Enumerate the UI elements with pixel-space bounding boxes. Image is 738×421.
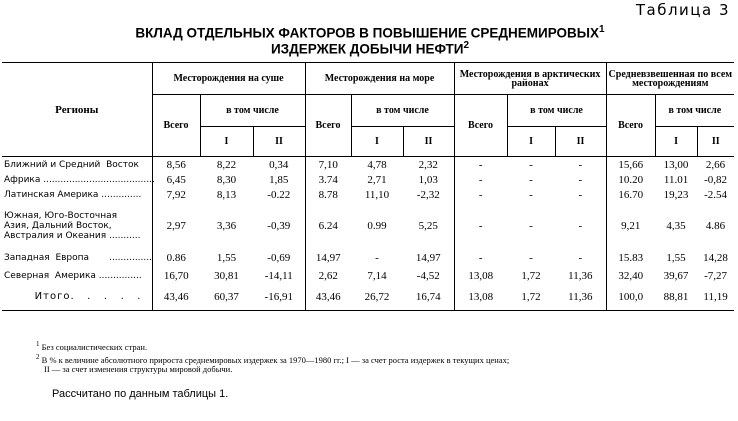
row-value-cell: 39,67 [663,270,689,282]
row-value-cell: 2,62 [305,268,351,285]
row-value-cell: 11,19 [697,285,734,311]
footnote-1-mark: 1 [36,340,40,348]
header-sub2-sea: II [403,127,454,157]
row-value-cell: - [578,189,583,201]
row-value-cell: 30,81 [214,270,239,282]
row-value-cell: 7,10 [305,157,351,174]
header-group-sea: Месторождения на море [305,63,454,95]
row-value-cell: 4,35 [666,220,686,232]
row-value-cell: -4,52 [416,270,440,282]
footnote-1 [36,339,147,353]
row-value-cell: 19,23 [663,189,689,201]
title-footnote-mark-1: 1 [599,24,605,35]
row-value-cell: 11.01 [663,174,689,186]
footnote-2-text: В % к величине абсолютного прироста среднемировых издержек за 1970—1980 гг.; I — за счет роста издержек в текущих ценах; [41,354,510,365]
row-value-cell: 1,55 [216,252,237,264]
table-row [2,204,734,249]
source-note: Рассчитано по данным таблицы 1. [52,388,229,400]
row-value-cell: 14,97 [305,249,351,268]
table-row [2,249,734,268]
table-row [2,157,734,174]
row-value-cell: 8,56 [152,157,200,174]
title-text-1: ВКЛАД ОТДЕЛЬНЫХ ФАКТОРОВ В ПОВЫШЕНИЕ СРЕДНЕМИРОВЫХ [135,25,600,41]
row-value-cell: 8,13 [216,189,237,201]
header-sub1-sea: I [351,127,403,157]
row-value-cell: 14,28 [703,252,728,264]
row-value-cell: -0.22 [267,189,291,201]
row-value-cell: -2.54 [704,189,728,201]
row-value-cell: 14,97 [415,252,441,264]
header-group-weighted: Средневзвешенная по всем месторождениям [606,63,734,95]
header-total-weighted: Всего [606,95,655,157]
row-value-cell: - [529,189,533,201]
row-value-cell: -14,11 [264,270,293,282]
row-value-cell: 2,97 [152,204,200,249]
row-value-cell: 15,66 [606,157,655,174]
table-row [2,268,734,285]
row-value-cell: 43,46 [305,285,351,311]
row-value-cell: 8,22 [216,159,237,172]
row-region-label: Западная Европа ............... [4,253,152,263]
table-title-line-2 [120,38,620,58]
row-value-cell: 7,92 [152,187,200,204]
header-total-arctic: Всего [454,95,507,157]
row-value-cell: - [375,252,379,264]
row-region-label: Южная, Юго-Восточная Азия, Дальний Восток, Австралия и Океания ........... [4,211,141,241]
header-total-sea: Всего [305,95,351,157]
row-value-cell: 3.74 [305,174,351,187]
row-value-cell: 0,34 [269,159,289,172]
row-value-cell: - [454,174,507,187]
row-region-label: Латинская Америка .............. [4,190,142,200]
table-body [2,157,734,311]
row-value-cell: 32,40 [606,268,655,285]
row-value-cell: - [529,220,533,232]
footnote-2-continued: II — за счет изменения структуры мировой добычи. [44,364,233,374]
row-value-cell: - [454,249,507,268]
row-value-cell: - [454,187,507,204]
row-value-cell: 13,08 [454,268,507,285]
row-value-cell: -2,32 [416,189,440,201]
header-sub2-weighted: II [697,127,734,157]
row-value-cell: 8,30 [216,174,237,186]
row-value-cell: -0,39 [267,220,291,232]
table-row [2,285,734,311]
row-value-cell: 26,72 [351,285,403,311]
row-value-cell: 1,55 [666,252,686,264]
row-value-cell: 4,78 [367,159,387,172]
row-value-cell: 7,14 [367,270,387,282]
row-value-cell: 15.83 [606,249,655,268]
row-value-cell: 8.78 [305,187,351,204]
header-total-land: Всего [152,95,200,157]
header-incl-weighted: в том числе [655,95,734,127]
title-footnote-mark-2: 2 [463,40,470,51]
row-value-cell: 6.24 [305,204,351,249]
row-value-cell: 60,37 [200,285,253,311]
row-value-cell: - [454,204,507,249]
title-text-2: ИЗДЕРЖЕК ДОБЫЧИ НЕФТИ [270,41,464,57]
data-table [2,62,734,311]
header-sub1-arctic: I [507,127,555,157]
row-value-cell: 43,46 [152,285,200,311]
row-value-cell: 1,85 [269,174,289,186]
table-row [2,174,734,187]
row-value-cell: 4.86 [705,220,726,232]
row-value-cell: 1,72 [507,285,555,311]
row-value-cell: - [578,252,583,264]
row-value-cell: 10.20 [606,174,655,187]
row-value-cell: 11,36 [568,270,593,282]
row-value-cell: 11,36 [555,285,606,311]
row-value-cell: 88,81 [655,285,697,311]
header-regions: Регионы [2,63,152,157]
row-region-label: Африка ....................................... [4,175,155,185]
row-value-cell: 16,70 [152,268,200,285]
row-value-cell: 13,08 [454,285,507,311]
row-value-cell: 16.70 [606,187,655,204]
header-incl-land: в том числе [200,95,305,127]
row-value-cell: 0.99 [367,220,387,232]
header-group-land: Месторождения на суше [152,63,305,95]
header-sub1-land: I [200,127,253,157]
row-value-cell: -7,27 [704,270,728,282]
row-value-cell: 16,74 [403,285,454,311]
row-value-cell: 3,36 [216,220,237,232]
header-incl-sea: в том числе [351,95,454,127]
row-value-cell: - [529,159,533,172]
table-row [2,187,734,204]
footnote-1-text: Без социалистических стран. [41,341,148,352]
row-region-label: Северная Америка ............... [4,271,142,281]
footnote-2-mark: 2 [36,353,40,361]
row-value-cell: 0.86 [152,249,200,268]
row-value-cell: -16,91 [253,285,305,311]
header-sub2-land: II [253,127,305,157]
row-value-cell: - [578,159,583,172]
table-number: Таблица 3 [635,1,730,19]
row-value-cell: 11,10 [364,189,390,201]
row-value-cell: 1,72 [521,270,541,282]
row-region-label: Итого. . . . . [2,285,152,311]
header-incl-arctic: в том числе [507,95,606,127]
row-value-cell: 100,0 [606,285,655,311]
row-value-cell: - [529,174,533,186]
row-region-label: Ближний и Средний Восток [4,160,139,171]
row-value-cell: 2,66 [705,159,726,172]
row-value-cell: 2,71 [367,174,387,186]
header-group-arctic: Месторождения в арктических районах [454,63,606,95]
row-value-cell: - [529,252,533,264]
row-value-cell: 5,25 [418,220,438,232]
row-value-cell: - [578,220,583,232]
row-value-cell: 1,03 [418,174,438,186]
row-value-cell: 9,21 [606,204,655,249]
row-value-cell: -0,82 [704,174,728,186]
row-value-cell: 13,00 [663,159,689,172]
row-value-cell: - [454,157,507,174]
row-value-cell: 2,32 [418,159,438,172]
row-value-cell: -0,69 [267,252,291,264]
row-value-cell: 6,45 [152,174,200,187]
row-value-cell: - [578,174,583,186]
header-sub2-arctic: II [555,127,606,157]
header-sub1-weighted: I [655,127,697,157]
